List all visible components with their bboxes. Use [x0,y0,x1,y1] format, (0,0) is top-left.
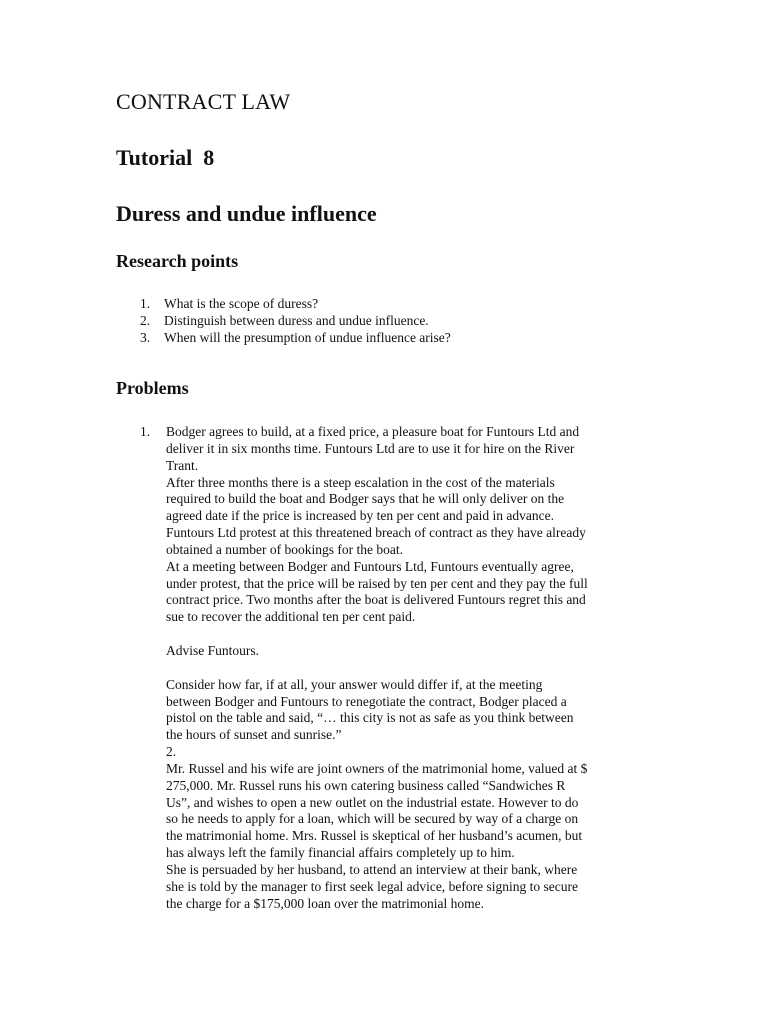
course-title: CONTRACT LAW [116,89,291,114]
text-line: She is persuaded by her husband, to attend an interview at their bank, where [166,861,578,877]
text-line: she is told by the manager to first seek legal advice, before signing to secure [166,878,578,894]
text-line: agreed date if the price is increased by ten per cent and paid in advance. [166,508,554,524]
text-line: deliver it in six months time. Funtours Ltd are to use it for hire on the River [166,440,575,456]
tutorial-title: Tutorial 8 [116,145,215,170]
list-item [140,329,451,346]
text-line: Us”, and wishes to open a new outlet on the industrial estate. However to do [166,794,579,810]
problem-paragraph [166,424,660,475]
problem-paragraph [166,761,660,862]
text-line: At a meeting between Bodger and Funtours Ltd, Funtours eventually agree, [166,558,574,574]
text-line: has always left the family financial affairs completely up to him. [166,845,515,861]
text-line: Bodger agrees to build, at a fixed price, a pleasure boat for Funtours Ltd and [166,424,580,439]
text-line: under protest, that the price will be raised by ten per cent and they pay the full [166,575,588,591]
text-line: 275,000. Mr. Russel runs his own catering business called “Sandwiches R [166,777,566,793]
advise-line: Advise Funtours. [166,642,260,658]
problem-number: 1. [140,424,151,439]
research-points-heading: Research points [116,251,239,271]
text-line: Funtours Ltd protest at this threatened breach of contract as they have already [166,525,586,541]
text-line: Consider how far, if at all, your answer would differ if, at the meeting [166,676,543,692]
problem-number-2: 2. [166,744,177,760]
list-number: 3. [140,330,151,346]
research-point-text: What is the scope of duress? [164,296,319,311]
problems-heading: Problems [116,378,189,398]
text-line: After three months there is a steep escalation in the cost of the materials [166,474,555,490]
text-line: required to build the boat and Bodger says that he will only deliver on the [166,491,565,507]
list-item [140,295,451,312]
list-item [140,312,451,329]
problem-paragraph [166,475,660,559]
problem-paragraph [166,862,660,913]
text-line: pistol on the table and said, “… this city is not as safe as you think between [166,710,574,726]
problem-1 [140,424,660,912]
text-line: Trant. [166,457,199,473]
problem-body [166,424,660,912]
text-line: so he needs to apply for a loan, which will be secured by way of a charge on [166,811,579,827]
problem-paragraph [166,559,660,626]
text-line: sue to recover the additional ten per cent paid. [166,609,416,625]
list-number: 2. [140,313,151,329]
text-line: the charge for a $175,000 loan over the matrimonial home. [166,895,485,911]
text-line: obtained a number of bookings for the boat. [166,541,403,557]
research-points-list [140,295,451,347]
research-point-text: Distinguish between duress and undue influence. [164,313,429,329]
text-line: Mr. Russel and his wife are joint owners of the matrimonial home, valued at $ [166,760,588,776]
text-line: the matrimonial home. Mrs. Russel is skeptical of her husband’s acumen, but [166,828,583,844]
research-point-text: When will the presumption of undue influence arise? [164,330,451,346]
list-number: 1. [140,296,151,311]
text-line: the hours of sunset and sunrise.” [166,727,342,743]
problem-paragraph [166,677,660,744]
text-line: contract price. Two months after the boat is delivered Funtours regret this and [166,592,586,608]
topic-title: Duress and undue influence [116,201,377,226]
text-line: between Bodger and Funtours to renegotiate the contract, Bodger placed a [166,693,567,709]
